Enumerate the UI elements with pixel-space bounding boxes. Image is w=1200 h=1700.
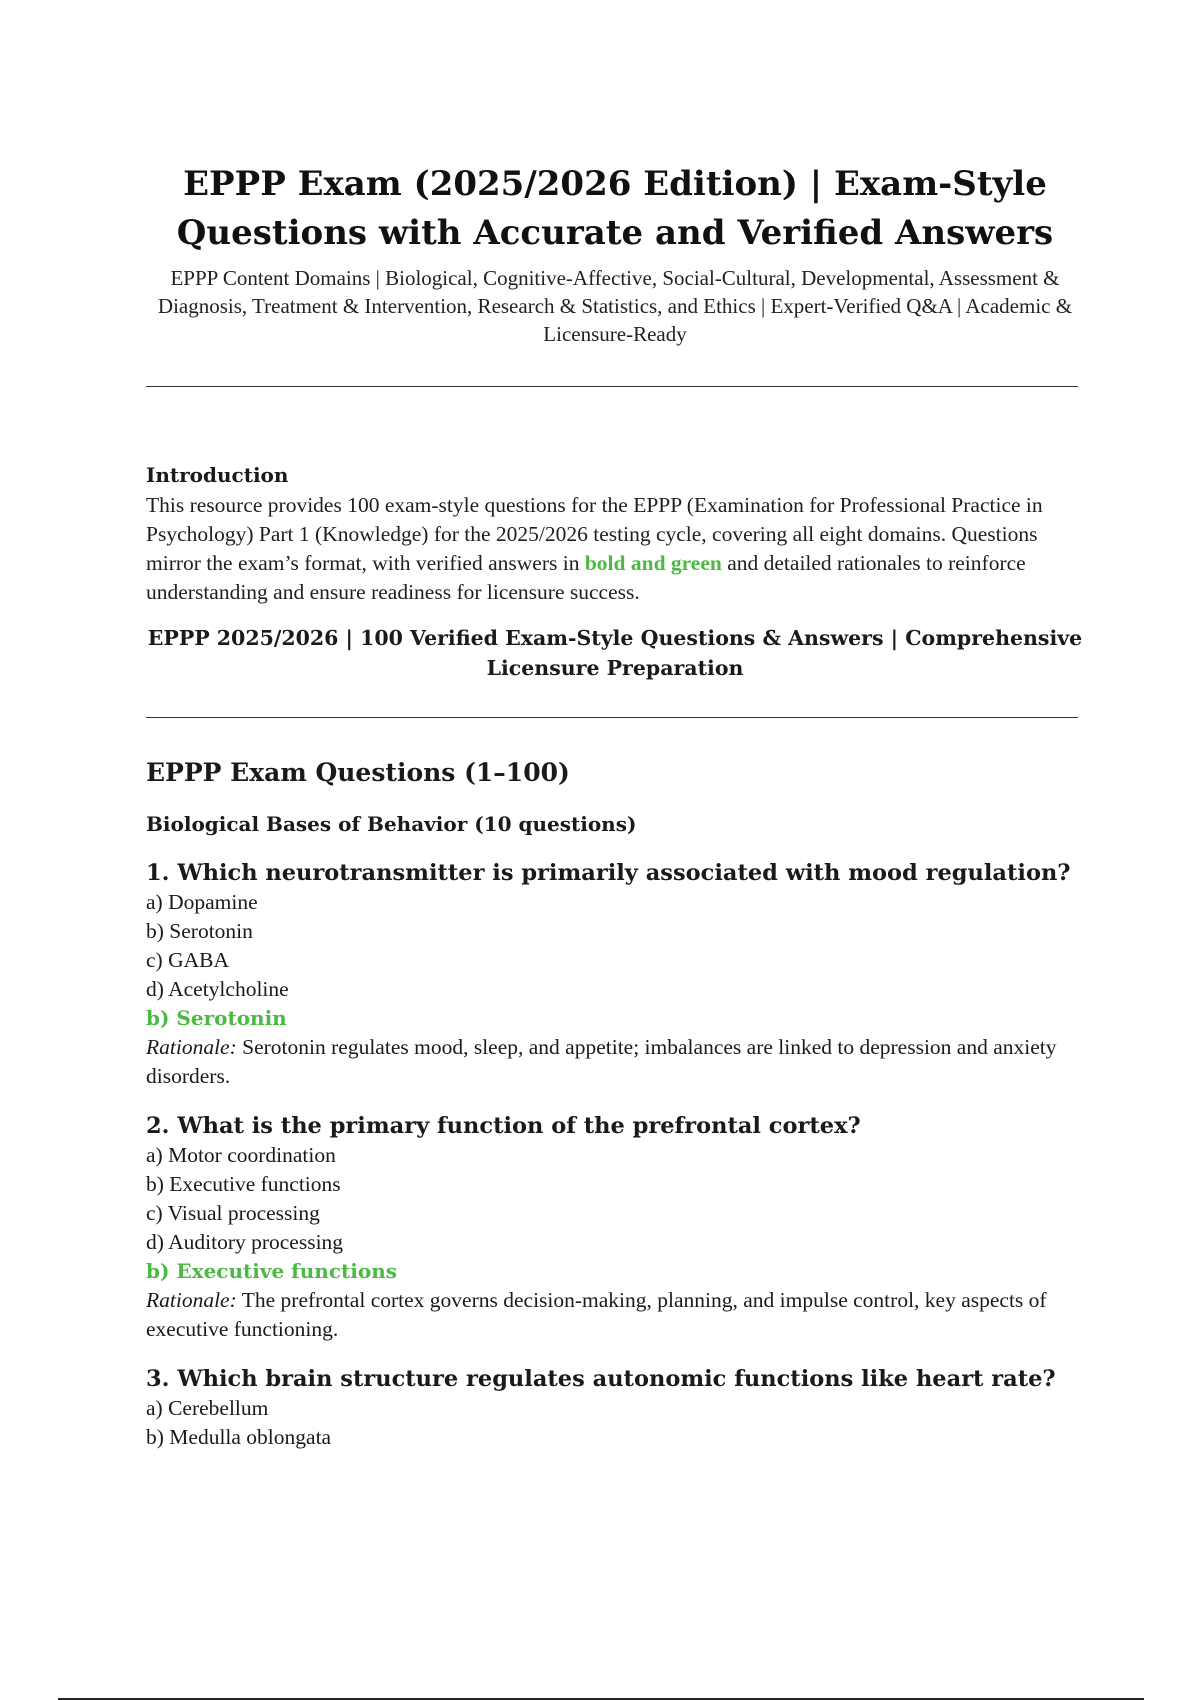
intro-text-part-2: and detailed rationales to reinforce understanding and ensure readiness for licensure success.	[146, 551, 1026, 604]
correct-answer: b) Executive functions	[146, 1259, 398, 1283]
intro-text-part-1: This resource provides 100 exam-style questions for the EPPP (Examination for Professional Practice in Psychology) Part 1 (Knowledge) for the 2025/2026 testing cycle, covering all eight domains. Questions mirror the exam’s format, with verified answers in	[146, 493, 1043, 575]
option-d: d) Auditory processing	[146, 1230, 344, 1254]
document-subtitle: EPPP Content Domains | Biological, Cognitive-Affective, Social-Cultural, Developmental, Assessment & Diagnosis, Treatment & Intervention, Research & Statistics, and Ethics | Expert-Verified Q&A | Academic & Licensure-Ready	[157, 266, 1073, 346]
subsection-title: Biological Bases of Behavior (10 questions)	[146, 812, 637, 836]
question-text: 1. Which neurotransmitter is primarily associated with mood regulation?	[146, 860, 1071, 886]
option-a: a) Cerebellum	[146, 1396, 269, 1420]
divider	[146, 717, 1078, 718]
intro-highlight: bold and green	[584, 551, 722, 575]
rationale	[146, 1286, 1084, 1344]
question-text: 2. What is the primary function of the prefrontal cortex?	[146, 1113, 861, 1139]
document-title: EPPP Exam (2025/2026 Edition) | Exam-Style Questions with Accurate and Verified Answers	[176, 164, 1054, 253]
rationale-text: The prefrontal cortex governs decision-making, planning, and impulse control, key aspects of executive functioning.	[146, 1288, 1047, 1341]
rationale-label: Rationale:	[146, 1288, 237, 1312]
divider	[146, 386, 1078, 387]
rationale-text: Serotonin regulates mood, sleep, and appetite; imbalances are linked to depression and anxiety disorders.	[146, 1035, 1057, 1088]
document-page	[146, 160, 1084, 1452]
rationale	[146, 1033, 1084, 1091]
option-a: a) Motor coordination	[146, 1143, 336, 1167]
option-d: d) Acetylcholine	[146, 977, 289, 1001]
question-text: 3. Which brain structure regulates autonomic functions like heart rate?	[146, 1366, 1056, 1392]
option-b: b) Medulla oblongata	[146, 1425, 332, 1449]
correct-answer: b) Serotonin	[146, 1006, 287, 1030]
option-b: b) Executive functions	[146, 1172, 341, 1196]
question-1	[146, 858, 1084, 1091]
intro-heading: Introduction	[146, 463, 289, 487]
option-c: c) GABA	[146, 948, 229, 972]
banner-heading: EPPP 2025/2026 | 100 Verified Exam-Style Questions & Answers | Comprehensive Licensure Preparation	[147, 626, 1083, 680]
intro-text	[146, 491, 1084, 607]
option-a: a) Dopamine	[146, 890, 258, 914]
question-2	[146, 1111, 1084, 1344]
option-b: b) Serotonin	[146, 919, 253, 943]
section-title: EPPP Exam Questions (1–100)	[146, 758, 570, 787]
question-3	[146, 1364, 1084, 1452]
option-c: c) Visual processing	[146, 1201, 320, 1225]
rationale-label: Rationale:	[146, 1035, 237, 1059]
